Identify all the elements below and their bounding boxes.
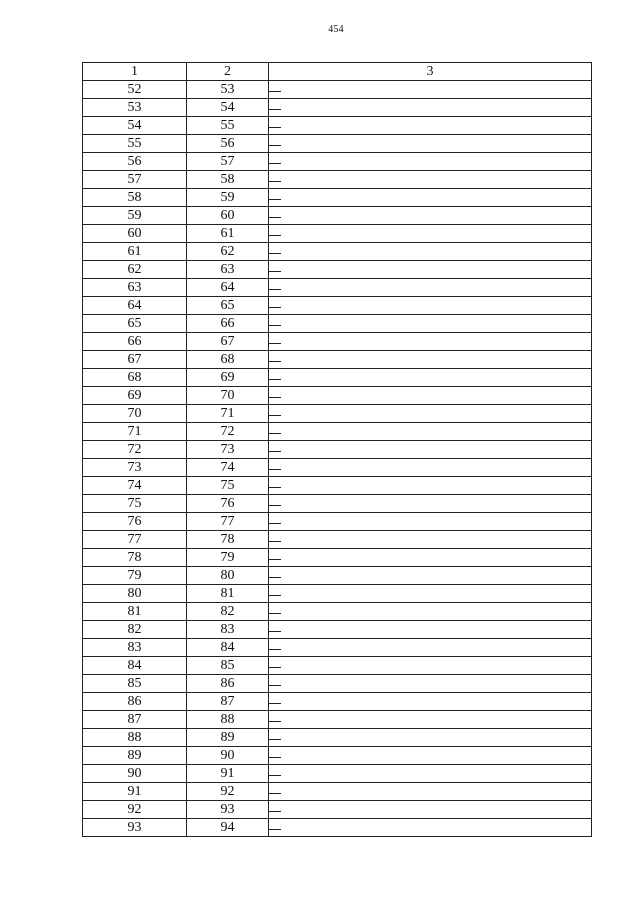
table-cell-col2: 74 [187, 459, 269, 477]
table-cell-col1: 91 [83, 783, 187, 801]
table-cell-col3 [269, 585, 592, 603]
table-cell-col1: 65 [83, 315, 187, 333]
table-cell-col1: 68 [83, 369, 187, 387]
dash-mark [269, 559, 281, 560]
table-cell-col1: 81 [83, 603, 187, 621]
table-row [83, 405, 592, 423]
table-row [83, 675, 592, 693]
table-cell-col2: 62 [187, 243, 269, 261]
table-cell-col3 [269, 351, 592, 369]
table-cell-col3 [269, 387, 592, 405]
table-row [83, 477, 592, 495]
table-row [83, 99, 592, 117]
dash-mark [269, 415, 281, 416]
table-cell-col2: 78 [187, 531, 269, 549]
column-header-3: 3 [269, 63, 592, 81]
table-cell-col2: 76 [187, 495, 269, 513]
dash-mark [269, 199, 281, 200]
dash-mark [269, 379, 281, 380]
table-row [83, 729, 592, 747]
dash-mark [269, 739, 281, 740]
table-cell-col2: 55 [187, 117, 269, 135]
table-cell-col1: 80 [83, 585, 187, 603]
table-cell-col3 [269, 315, 592, 333]
table-cell-col2: 89 [187, 729, 269, 747]
table-cell-col2: 73 [187, 441, 269, 459]
table-cell-col2: 58 [187, 171, 269, 189]
table-cell-col2: 87 [187, 693, 269, 711]
table-cell-col1: 66 [83, 333, 187, 351]
table-cell-col1: 70 [83, 405, 187, 423]
table-cell-col1: 77 [83, 531, 187, 549]
dash-mark [269, 217, 281, 218]
table-cell-col1: 58 [83, 189, 187, 207]
table-cell-col1: 76 [83, 513, 187, 531]
dash-mark [269, 91, 281, 92]
table-row [83, 315, 592, 333]
table-cell-col1: 87 [83, 711, 187, 729]
table-cell-col3 [269, 99, 592, 117]
table-cell-col1: 53 [83, 99, 187, 117]
dash-mark [269, 775, 281, 776]
dash-mark [269, 541, 281, 542]
table-cell-col3 [269, 189, 592, 207]
table-cell-col2: 84 [187, 639, 269, 657]
table-cell-col2: 80 [187, 567, 269, 585]
dash-mark [269, 829, 281, 830]
table-cell-col1: 89 [83, 747, 187, 765]
table-cell-col3 [269, 441, 592, 459]
table-row [83, 189, 592, 207]
table-cell-col3 [269, 171, 592, 189]
data-table [82, 62, 592, 837]
dash-mark [269, 487, 281, 488]
dash-mark [269, 109, 281, 110]
table-cell-col1: 52 [83, 81, 187, 99]
table-cell-col2: 53 [187, 81, 269, 99]
table-body [83, 81, 592, 837]
dash-mark [269, 469, 281, 470]
table-cell-col2: 79 [187, 549, 269, 567]
table-cell-col2: 66 [187, 315, 269, 333]
table-cell-col2: 65 [187, 297, 269, 315]
table-cell-col2: 75 [187, 477, 269, 495]
table-cell-col2: 81 [187, 585, 269, 603]
table-cell-col2: 56 [187, 135, 269, 153]
dash-mark [269, 595, 281, 596]
table-row [83, 765, 592, 783]
table-cell-col2: 69 [187, 369, 269, 387]
table-row [83, 657, 592, 675]
table-row [83, 81, 592, 99]
table-cell-col3 [269, 279, 592, 297]
table-row [83, 207, 592, 225]
dash-mark [269, 253, 281, 254]
table-cell-col1: 54 [83, 117, 187, 135]
table-cell-col3 [269, 81, 592, 99]
table-cell-col1: 90 [83, 765, 187, 783]
dash-mark [269, 361, 281, 362]
dash-mark [269, 397, 281, 398]
table-cell-col1: 67 [83, 351, 187, 369]
table-row [83, 621, 592, 639]
column-header-2: 2 [187, 63, 269, 81]
table-row [83, 513, 592, 531]
dash-mark [269, 451, 281, 452]
table-cell-col1: 57 [83, 171, 187, 189]
table-row [83, 387, 592, 405]
table-cell-col3 [269, 261, 592, 279]
dash-mark [269, 613, 281, 614]
table-cell-col3 [269, 459, 592, 477]
table-row [83, 459, 592, 477]
table-cell-col3 [269, 765, 592, 783]
table-cell-col2: 92 [187, 783, 269, 801]
table-row [83, 495, 592, 513]
dash-mark [269, 523, 281, 524]
table-cell-col1: 75 [83, 495, 187, 513]
dash-mark [269, 181, 281, 182]
table-cell-col3 [269, 621, 592, 639]
table-row [83, 225, 592, 243]
table-cell-col3 [269, 711, 592, 729]
table-cell-col1: 86 [83, 693, 187, 711]
table-cell-col3 [269, 333, 592, 351]
dash-mark [269, 307, 281, 308]
table-cell-col3 [269, 513, 592, 531]
table-cell-col1: 69 [83, 387, 187, 405]
table-cell-col1: 71 [83, 423, 187, 441]
table-cell-col3 [269, 405, 592, 423]
table-cell-col2: 93 [187, 801, 269, 819]
table-cell-col2: 71 [187, 405, 269, 423]
table-cell-col2: 54 [187, 99, 269, 117]
table-cell-col2: 61 [187, 225, 269, 243]
table-cell-col3 [269, 819, 592, 837]
table-cell-col1: 62 [83, 261, 187, 279]
table-cell-col3 [269, 801, 592, 819]
table-row [83, 603, 592, 621]
table-cell-col2: 72 [187, 423, 269, 441]
dash-mark [269, 811, 281, 812]
table-cell-col1: 56 [83, 153, 187, 171]
table-cell-col1: 93 [83, 819, 187, 837]
table-cell-col2: 64 [187, 279, 269, 297]
table-row [83, 261, 592, 279]
table-row [83, 171, 592, 189]
table-row [83, 801, 592, 819]
table-cell-col1: 83 [83, 639, 187, 657]
table-cell-col3 [269, 675, 592, 693]
table-cell-col3 [269, 729, 592, 747]
table-cell-col1: 61 [83, 243, 187, 261]
table-cell-col3 [269, 477, 592, 495]
table-cell-col3 [269, 639, 592, 657]
dash-mark [269, 235, 281, 236]
table-row [83, 747, 592, 765]
table-row [83, 639, 592, 657]
table-cell-col2: 57 [187, 153, 269, 171]
table-cell-col1: 73 [83, 459, 187, 477]
table-row [83, 117, 592, 135]
dash-mark [269, 667, 281, 668]
dash-mark [269, 505, 281, 506]
table-cell-col1: 82 [83, 621, 187, 639]
table-cell-col3 [269, 423, 592, 441]
table-cell-col3 [269, 603, 592, 621]
dash-mark [269, 325, 281, 326]
table-row [83, 153, 592, 171]
table-cell-col1: 79 [83, 567, 187, 585]
table-cell-col2: 77 [187, 513, 269, 531]
table-cell-col1: 59 [83, 207, 187, 225]
table-row [83, 531, 592, 549]
table-cell-col2: 85 [187, 657, 269, 675]
dash-mark [269, 145, 281, 146]
table-row [83, 711, 592, 729]
table-cell-col3 [269, 567, 592, 585]
dash-mark [269, 703, 281, 704]
table-row [83, 369, 592, 387]
table-cell-col2: 59 [187, 189, 269, 207]
table-row [83, 297, 592, 315]
table-cell-col2: 83 [187, 621, 269, 639]
table-cell-col2: 63 [187, 261, 269, 279]
dash-mark [269, 793, 281, 794]
table-cell-col2: 88 [187, 711, 269, 729]
table-cell-col2: 91 [187, 765, 269, 783]
table-cell-col3 [269, 135, 592, 153]
table-cell-col2: 90 [187, 747, 269, 765]
table-cell-col2: 60 [187, 207, 269, 225]
table-cell-col1: 74 [83, 477, 187, 495]
table-row [83, 441, 592, 459]
table-cell-col2: 86 [187, 675, 269, 693]
table-cell-col1: 60 [83, 225, 187, 243]
table-cell-col2: 94 [187, 819, 269, 837]
table-cell-col3 [269, 747, 592, 765]
dash-mark [269, 685, 281, 686]
dash-mark [269, 343, 281, 344]
dash-mark [269, 631, 281, 632]
table-row [83, 333, 592, 351]
table-cell-col3 [269, 531, 592, 549]
table-row [83, 423, 592, 441]
table-cell-col3 [269, 783, 592, 801]
dash-mark [269, 163, 281, 164]
dash-mark [269, 577, 281, 578]
column-header-1: 1 [83, 63, 187, 81]
table-row [83, 783, 592, 801]
table-cell-col2: 70 [187, 387, 269, 405]
table-row [83, 135, 592, 153]
table-cell-col1: 84 [83, 657, 187, 675]
table-cell-col1: 55 [83, 135, 187, 153]
dash-mark [269, 289, 281, 290]
table-cell-col3 [269, 243, 592, 261]
dash-mark [269, 271, 281, 272]
table-cell-col2: 82 [187, 603, 269, 621]
table-cell-col1: 85 [83, 675, 187, 693]
table-cell-col1: 64 [83, 297, 187, 315]
table-cell-col2: 67 [187, 333, 269, 351]
table-header [83, 63, 592, 81]
table-cell-col3 [269, 693, 592, 711]
table-cell-col3 [269, 153, 592, 171]
table-cell-col3 [269, 369, 592, 387]
table-cell-col3 [269, 225, 592, 243]
table-row [83, 243, 592, 261]
page-number: 454 [328, 24, 344, 35]
table-row [83, 351, 592, 369]
table-cell-col3 [269, 495, 592, 513]
table-row [83, 567, 592, 585]
dash-mark [269, 721, 281, 722]
dash-mark [269, 757, 281, 758]
table-cell-col2: 68 [187, 351, 269, 369]
table-cell-col1: 88 [83, 729, 187, 747]
header-row [83, 63, 592, 81]
table-cell-col1: 78 [83, 549, 187, 567]
table-cell-col3 [269, 549, 592, 567]
table-row [83, 693, 592, 711]
dash-mark [269, 127, 281, 128]
table-cell-col1: 63 [83, 279, 187, 297]
dash-mark [269, 433, 281, 434]
table-row [83, 549, 592, 567]
table-row [83, 819, 592, 837]
table-cell-col1: 72 [83, 441, 187, 459]
table-cell-col3 [269, 117, 592, 135]
table-cell-col3 [269, 207, 592, 225]
table-row [83, 279, 592, 297]
table-row [83, 585, 592, 603]
table-cell-col1: 92 [83, 801, 187, 819]
table-cell-col3 [269, 657, 592, 675]
table-cell-col3 [269, 297, 592, 315]
dash-mark [269, 649, 281, 650]
